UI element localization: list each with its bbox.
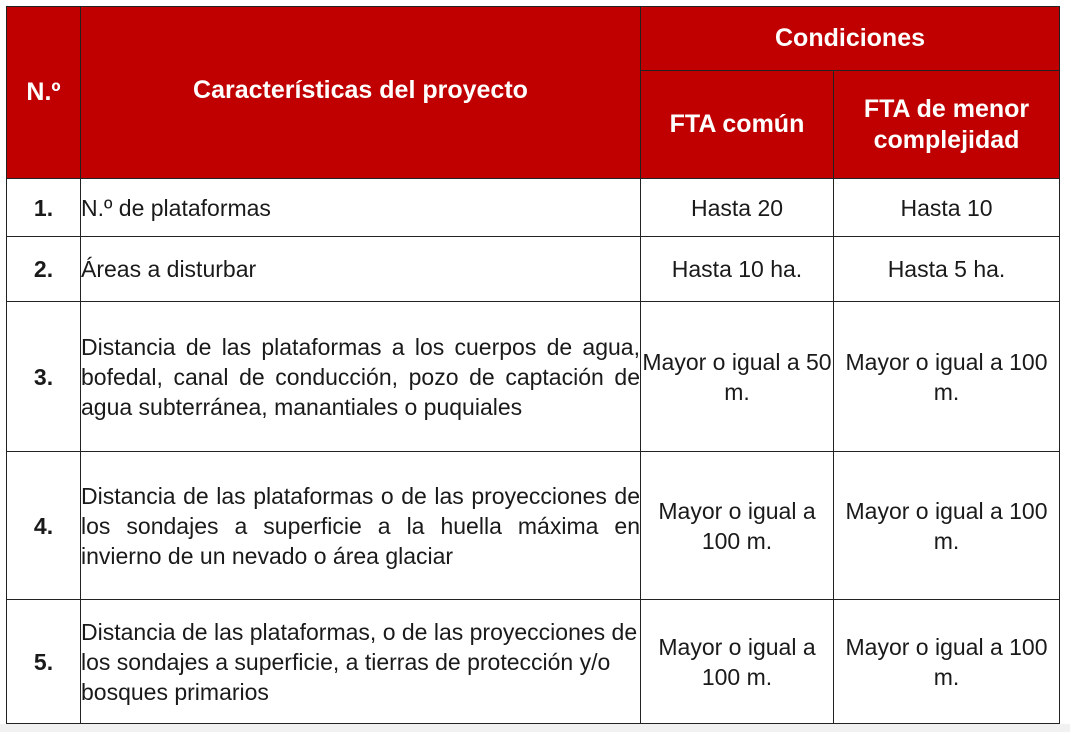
table-row <box>7 179 1060 237</box>
row-fta-less-complex: Hasta 5 ha. <box>834 237 1060 302</box>
row-number: 5. <box>7 600 81 724</box>
row-fta-common: Mayor o igual a 50 m. <box>641 302 834 452</box>
header-fta-common: FTA común <box>641 71 834 179</box>
row-characteristic: Distancia de las plataformas o de las proyecciones de los sondajes a superficie a la huella máxima en invierno de un nevado o área glaciar <box>81 452 641 600</box>
row-fta-less-complex: Hasta 10 <box>834 179 1060 237</box>
header-characteristics: Características del proyecto <box>81 7 641 179</box>
row-number: 2. <box>7 237 81 302</box>
row-number: 3. <box>7 302 81 452</box>
table-row <box>7 302 1060 452</box>
row-fta-less-complex: Mayor o igual a 100 m. <box>834 452 1060 600</box>
row-fta-common: Mayor o igual a 100 m. <box>641 600 834 724</box>
table-row <box>7 237 1060 302</box>
page-bottom-strip <box>0 724 1070 732</box>
row-number: 4. <box>7 452 81 600</box>
header-number: N.º <box>7 7 81 179</box>
table-row <box>7 452 1060 600</box>
row-fta-less-complex: Mayor o igual a 100 m. <box>834 302 1060 452</box>
row-characteristic: Distancia de las plataformas, o de las proyecciones de los sondajes a superficie, a tierras de protección y/o bosques primarios <box>81 600 641 724</box>
row-characteristic: Áreas a disturbar <box>81 237 641 302</box>
conditions-table <box>6 6 1060 724</box>
row-characteristic: N.º de plataformas <box>81 179 641 237</box>
row-characteristic: Distancia de las plataformas a los cuerpos de agua, bofedal, canal de conducción, pozo de captación de agua subterránea, manantiales o puquiales <box>81 302 641 452</box>
table-row <box>7 600 1060 724</box>
row-fta-common: Mayor o igual a 100 m. <box>641 452 834 600</box>
row-fta-common: Hasta 10 ha. <box>641 237 834 302</box>
row-fta-common: Hasta 20 <box>641 179 834 237</box>
header-fta-less-complex: FTA de menor complejidad <box>834 71 1060 179</box>
row-number: 1. <box>7 179 81 237</box>
header-conditions: Condiciones <box>641 7 1060 71</box>
row-fta-less-complex: Mayor o igual a 100 m. <box>834 600 1060 724</box>
